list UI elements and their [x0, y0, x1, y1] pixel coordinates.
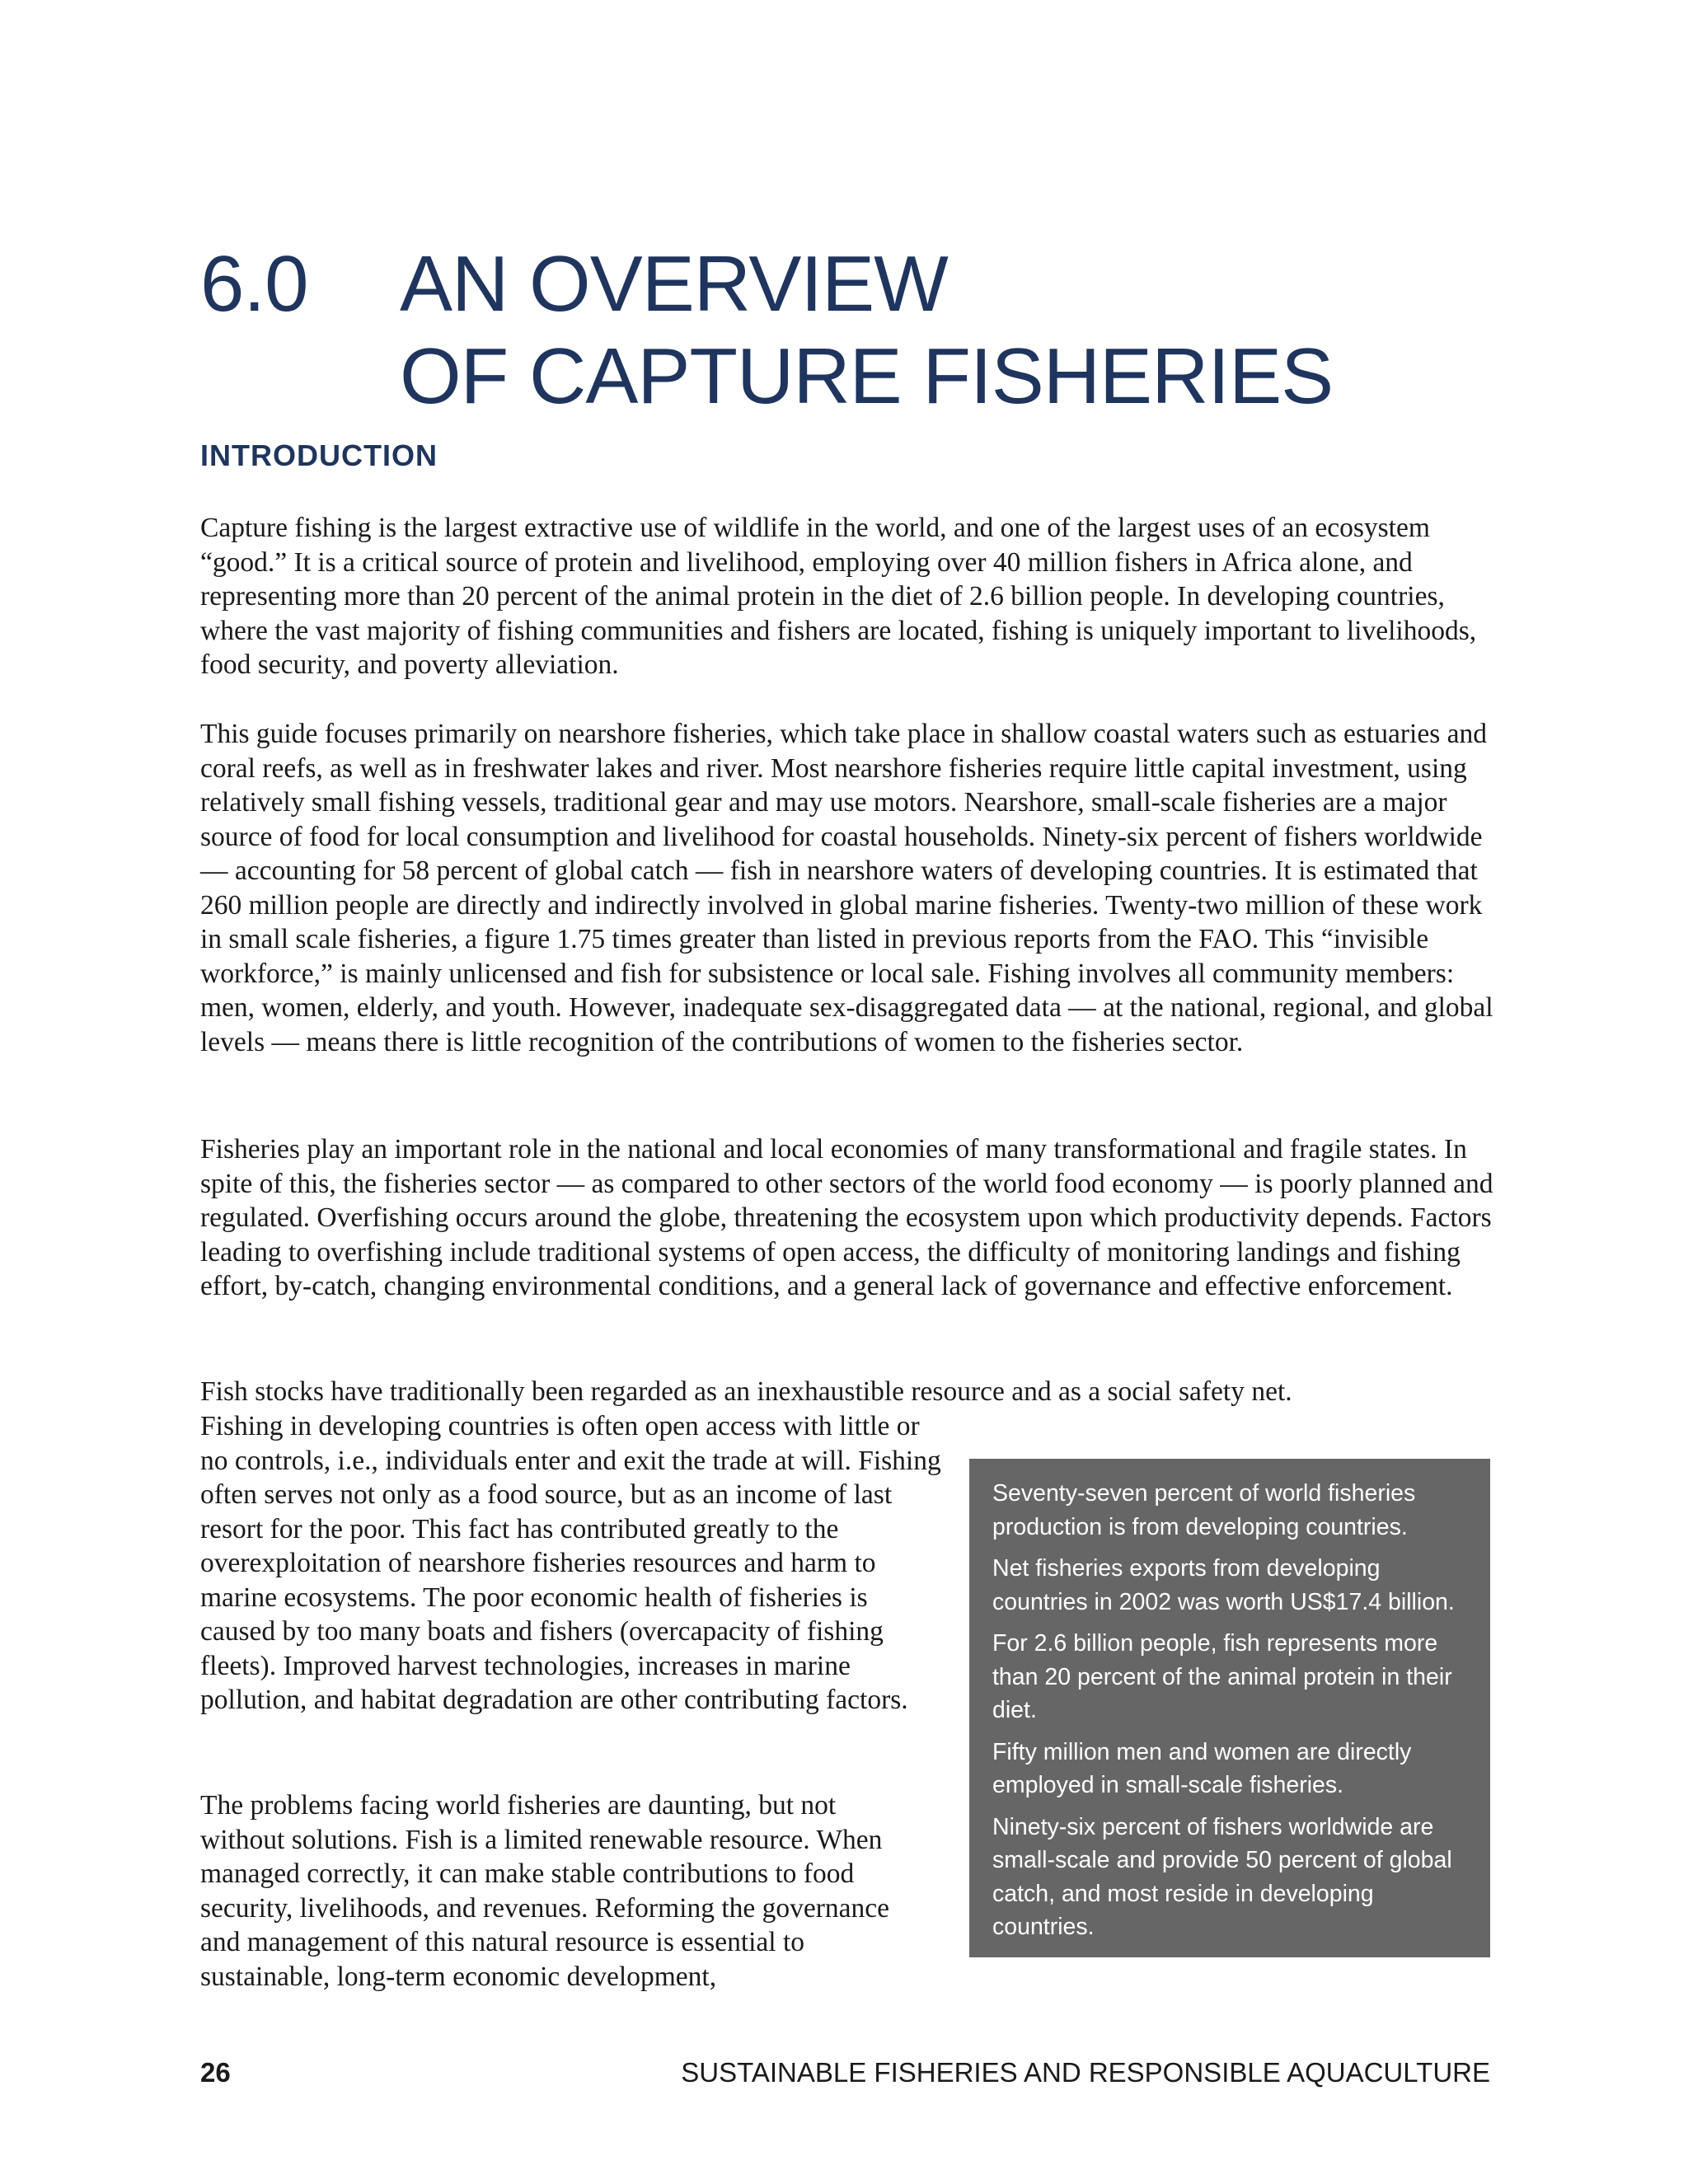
page-number: 26	[200, 2057, 231, 2088]
chapter-title-indent	[200, 330, 400, 423]
chapter-title-text-line-1: AN OVERVIEW	[400, 240, 948, 329]
section-heading: INTRODUCTION	[200, 438, 438, 472]
callout-fact-2: Net fisheries exports from developing countries in 2002 was worth US$17.4 billion.	[992, 1555, 1455, 1615]
chapter-title	[200, 238, 1601, 423]
chapter-number: 6.0	[200, 240, 308, 329]
callout-fact-5: Ninety-six percent of fishers worldwide are small-scale and provide 50 percent of global catch, and most reside in developing countries.	[992, 1813, 1452, 1940]
callout-fact-1: Seventy-seven percent of world fisheries production is from developing countries.	[992, 1480, 1416, 1540]
paragraph-2: This guide focuses primarily on nearshore fisheries, which take place in shallow coastal waters such as estuaries and coral reefs, as well as in freshwater lakes and river. Most nearshore fisheries require little capital investment, using relatively small fishing vessels, traditional gear and may use motors. Nearshore, small-scale fisheries are a major source of food for local consumption and livelihood for coastal households. Ninety-six percent of fishers worldwide — accounting for 58 percent of global catch — fish in nearshore waters of developing countries. It is estimated that 260 million people are directly and indirectly involved in global marine fisheries. Twenty-two million of these work in small scale fisheries, a figure 1.75 times greater than listed in previous reports from the FAO. This “invisible workforce,” is mainly unlicensed and fish for subsistence or local sale. Fishing involves all community members: men, women, elderly, and youth. However, inadequate sex-disaggregated data — at the national, regional, and global levels — means there is little recognition of the contributions of women to the fisheries sector.	[200, 719, 1493, 1057]
callout-fact-4: Fifty million men and women are directly employed in small-scale fisheries.	[992, 1738, 1412, 1798]
facts-callout-box	[969, 1459, 1490, 1957]
paragraph-5: Fishing in developing countries is often open access with little or no controls, i.e., individuals enter and exit the trade at will. Fishing often serves not only as a food source, but as an income of last resort for the poor. This fact has contributed greatly to the overexploitation of nearshore fisheries resources and harm to marine ecosystems. The poor economic health of fisheries is caused by too many boats and fishers (overcapacity of fishing fleets). Improved harvest technologies, increases in marine pollution, and habitat degradation are other contributing factors.	[200, 1411, 941, 1715]
callout-fact-3: For 2.6 billion people, fish represents more than 20 percent of the animal protein in their diet.	[992, 1630, 1452, 1723]
paragraph-1: Capture fishing is the largest extractive use of wildlife in the world, and one of the largest uses of an ecosystem “good.” It is a critical source of protein and livelihood, employing over 40 million fishers in Africa alone, and representing more than 20 percent of the animal protein in the diet of 2.6 billion people. In developing countries, where the vast majority of fishing communities and fishers are located, fishing is uniquely important to livelihoods, food security, and poverty alleviation.	[200, 513, 1477, 680]
paragraph-3: Fisheries play an important role in the national and local economies of many transformational and fragile states. In spite of this, the fisheries sector — as compared to other sectors of the world food economy — is poorly planned and regulated. Overfishing occurs around the globe, threatening the ecosystem upon which productivity depends. Factors leading to overfishing include traditional systems of open access, the difficulty of monitoring landings and fishing effort, by-catch, changing environmental conditions, and a general lack of governance and effective enforcement.	[200, 1134, 1493, 1301]
chapter-title-text-line-2: OF CAPTURE FISHERIES	[400, 332, 1334, 421]
chapter-title-line-1	[200, 238, 1601, 330]
paragraph-6: The problems facing world fisheries are daunting, but not without solutions. Fish is a limited renewable resource. When managed correctly, it can make stable contributions to food security, livelihoods, and revenues. Reforming the governance and management of this natural resource is essential to sustainable, long-term economic development,	[200, 1790, 889, 1992]
chapter-title-line-2	[200, 330, 1601, 423]
running-title: SUSTAINABLE FISHERIES AND RESPONSIBLE AQUACULTURE	[681, 2057, 1490, 2088]
paragraph-4: Fish stocks have traditionally been regarded as an inexhaustible resource and as a social safety net.	[200, 1376, 1292, 1407]
